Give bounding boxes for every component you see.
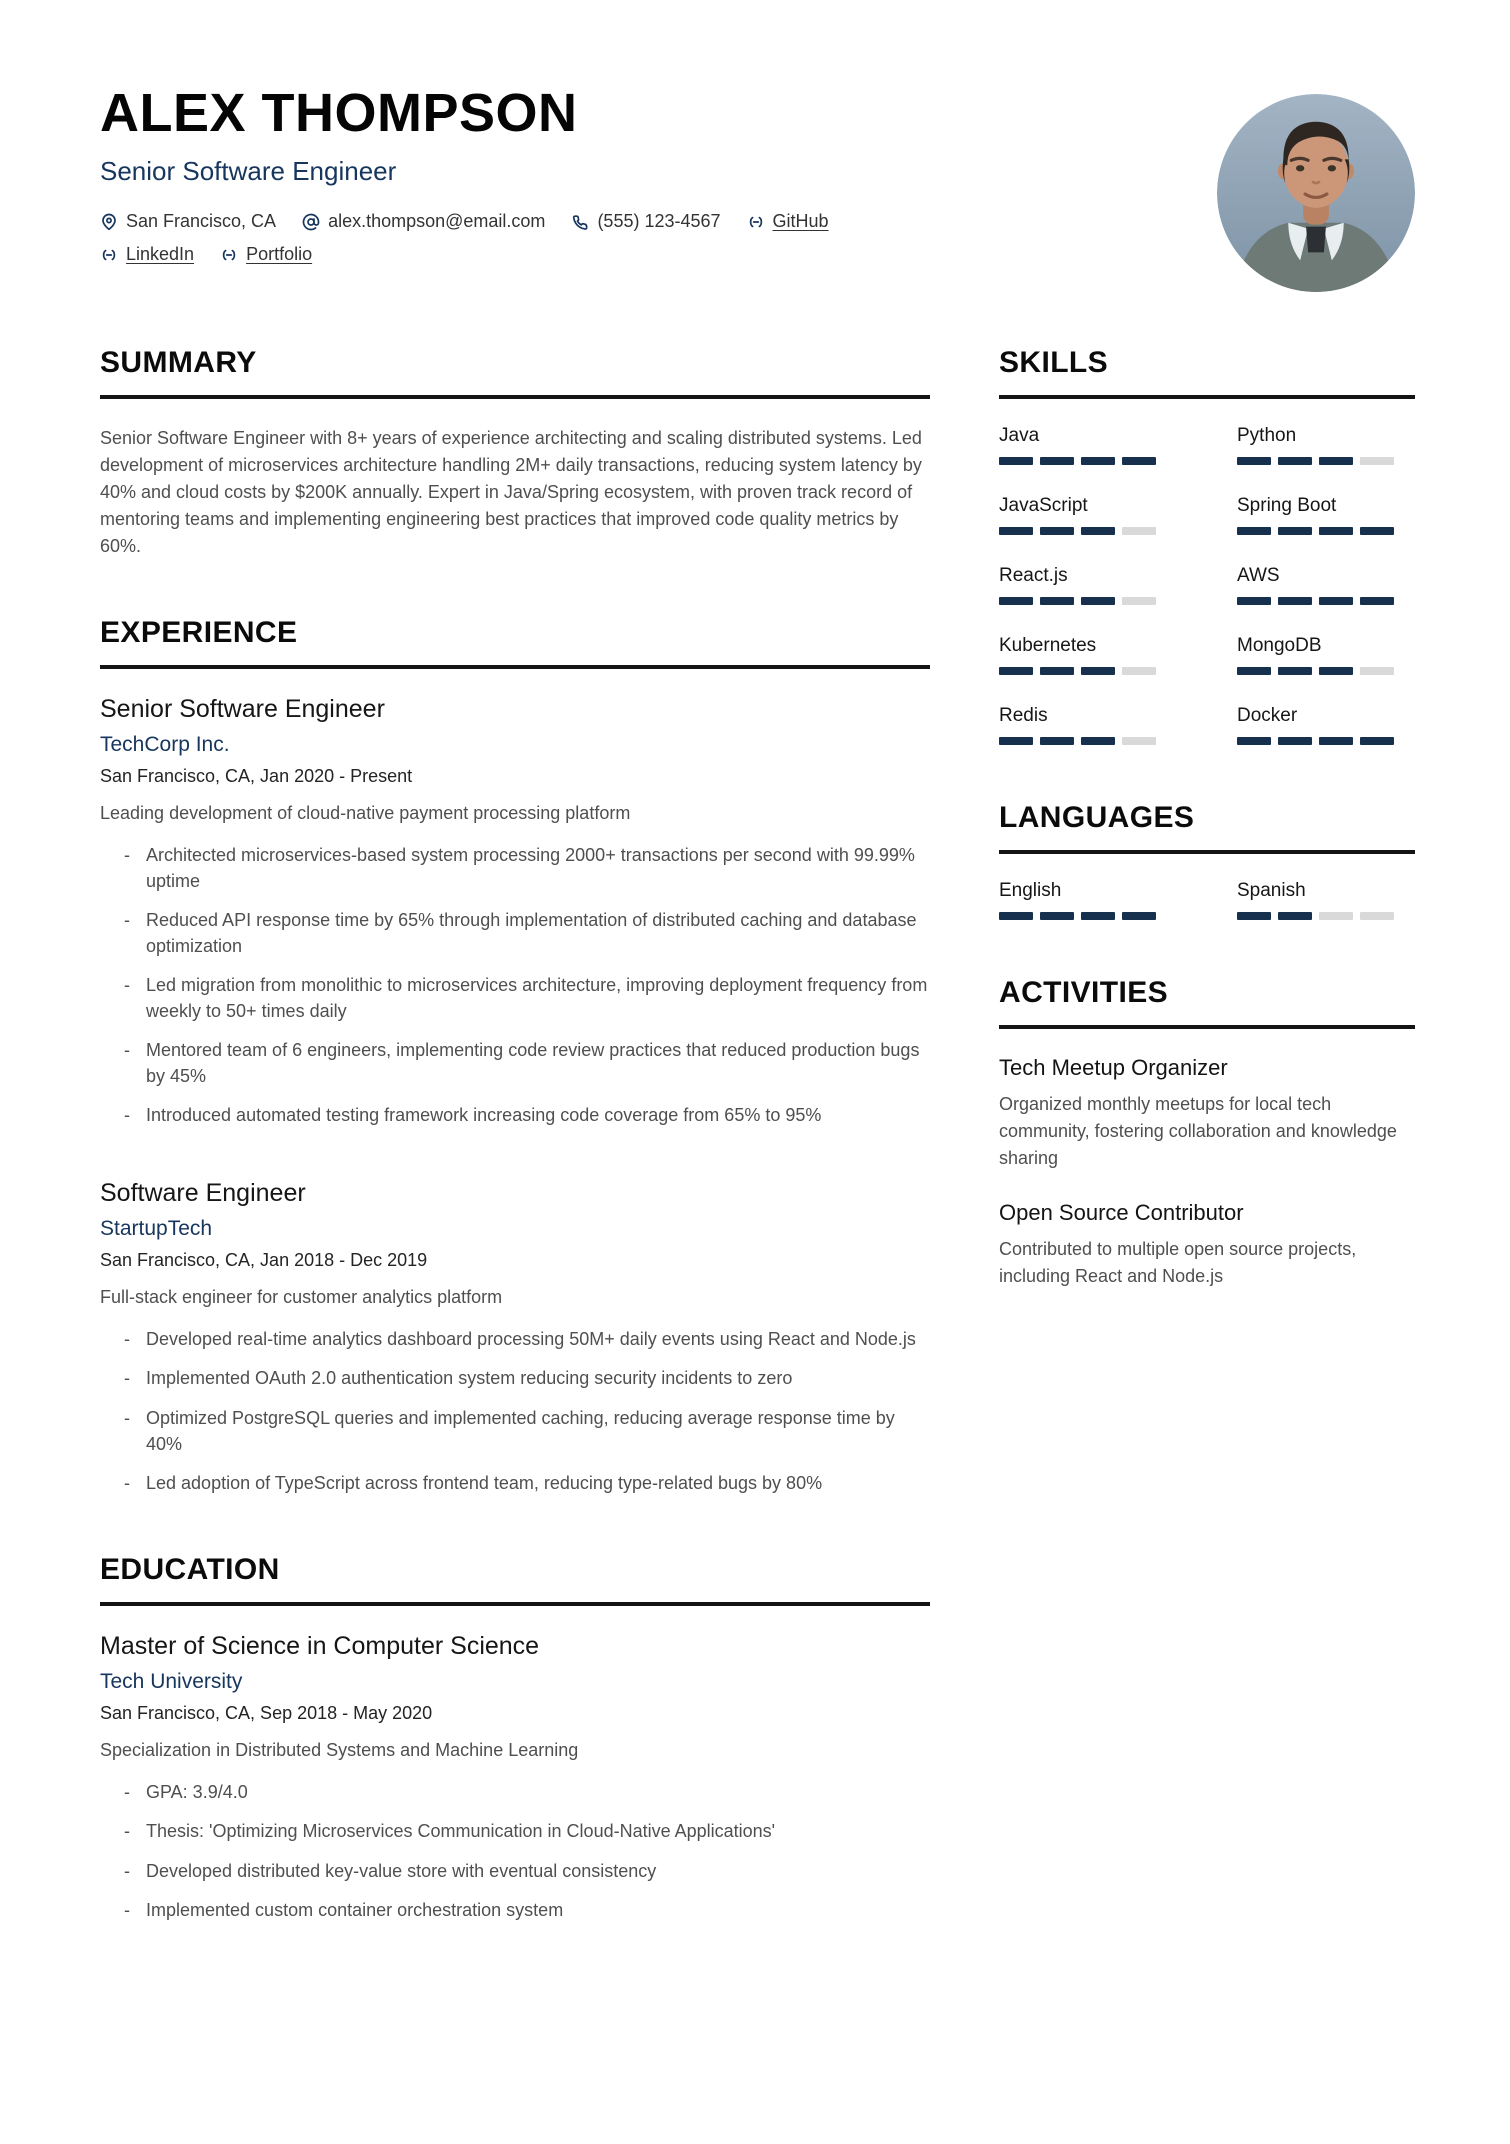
skill-item (999, 635, 1177, 675)
contact-row-2 (100, 244, 829, 265)
bullet-item: - Implemented OAuth 2.0 authentication system reducing security incidents to zero (146, 1366, 930, 1392)
job-title: Senior Software Engineer (100, 695, 385, 723)
bar-segment-filled (1081, 912, 1115, 920)
bullet-item: - Mentored team of 6 engineers, implementing code review practices that reduced production bugs by 45% (146, 1038, 930, 1089)
school-name: Tech University (100, 1669, 243, 1693)
activity-text: Contributed to multiple open source projects, including React and Node.js (999, 1239, 1357, 1286)
contact-row-1 (100, 211, 829, 232)
skills-grid (999, 425, 1415, 745)
skill-name: React.js (999, 565, 1068, 586)
skill-item (1237, 635, 1415, 675)
bar-segment-filled (1040, 912, 1074, 920)
summary-section (100, 346, 930, 560)
skill-item (999, 495, 1177, 535)
skill-name: Docker (1237, 705, 1298, 726)
bar-segment-filled (1319, 527, 1353, 535)
skill-bar (1237, 527, 1415, 535)
bar-segment-filled (999, 912, 1033, 920)
location-pin-icon (100, 213, 118, 231)
bar-segment-filled (1040, 527, 1074, 535)
education-section (100, 1553, 930, 1924)
skill-bar (999, 527, 1177, 535)
bar-segment-filled (1360, 597, 1394, 605)
link-icon (100, 246, 118, 264)
bar-segment-filled (1360, 527, 1394, 535)
bullet-item: - Introduced automated testing framework increasing code coverage from 65% to 95% (146, 1103, 930, 1129)
skill-bar (999, 667, 1177, 675)
bar-segment-filled (1237, 667, 1271, 675)
bullet-item: - Reduced API response time by 65% through implementation of distributed caching and database optimization (146, 908, 930, 959)
skill-item (999, 565, 1177, 605)
skill-name: MongoDB (1237, 635, 1322, 656)
bar-segment-filled (1278, 527, 1312, 535)
bar-segment-filled (1122, 912, 1156, 920)
contact-location-text: San Francisco, CA (126, 211, 277, 232)
activity-title: Open Source Contributor (999, 1200, 1244, 1225)
job-lead: Leading development of cloud-native payment processing platform (100, 803, 631, 823)
bullet-item: - Developed real-time analytics dashboard processing 50M+ daily events using React and Node.js (146, 1327, 930, 1353)
bar-segment-filled (1081, 667, 1115, 675)
education-bullets (100, 1780, 930, 1924)
experience-section (100, 616, 930, 1497)
bar-segment-filled (1278, 737, 1312, 745)
bar-segment-filled (1081, 597, 1115, 605)
bullet-item: - Thesis: 'Optimizing Microservices Communication in Cloud-Native Applications' (146, 1819, 930, 1845)
experience-heading: EXPERIENCE (100, 616, 930, 669)
bar-segment-empty (1360, 457, 1394, 465)
header-text-block (100, 84, 829, 265)
skill-item (1237, 495, 1415, 535)
bar-segment-filled (999, 457, 1033, 465)
bar-segment-filled (1278, 457, 1312, 465)
bar-segment-filled (1237, 912, 1271, 920)
language-name: Spanish (1237, 880, 1306, 901)
company-name: TechCorp Inc. (100, 733, 230, 756)
bar-segment-filled (1278, 667, 1312, 675)
bar-segment-filled (1040, 597, 1074, 605)
skill-bar (999, 597, 1177, 605)
github-link[interactable]: GitHub (772, 211, 829, 232)
bar-segment-filled (1319, 597, 1353, 605)
bar-segment-filled (1040, 457, 1074, 465)
bar-segment-empty (1122, 597, 1156, 605)
degree-title: Master of Science in Computer Science (100, 1631, 540, 1660)
bar-segment-filled (999, 667, 1033, 675)
skill-name: AWS (1237, 565, 1280, 586)
bullet-item: - Architected microservices-based system processing 2000+ transactions per second with 99.99% uptime (146, 843, 930, 894)
activities-heading: ACTIVITIES (999, 976, 1415, 1029)
contact-email (302, 211, 545, 232)
education-heading: EDUCATION (100, 1553, 930, 1606)
skill-bar (1237, 737, 1415, 745)
skill-bar (1237, 667, 1415, 675)
activity-item (999, 1055, 1415, 1172)
language-name: English (999, 880, 1062, 901)
bullet-item: - Developed distributed key-value store with eventual consistency (146, 1859, 930, 1885)
bar-segment-filled (1237, 527, 1271, 535)
linkedin-link[interactable]: LinkedIn (126, 244, 195, 265)
bar-segment-filled (1319, 737, 1353, 745)
right-column (999, 346, 1415, 1980)
bar-segment-filled (1081, 527, 1115, 535)
profile-photo-image (1217, 94, 1415, 292)
activity-item (999, 1200, 1415, 1290)
left-column (100, 346, 930, 1980)
job-entry-startuptech (100, 1179, 930, 1497)
bar-segment-filled (999, 737, 1033, 745)
skills-heading: SKILLS (999, 346, 1415, 399)
bullet-item: - Optimized PostgreSQL queries and implemented caching, reducing average response time by 40% (146, 1406, 930, 1457)
at-sign-icon (302, 213, 320, 231)
contact-location (100, 211, 276, 232)
link-icon (220, 246, 238, 264)
job-title: Software Engineer (100, 1178, 306, 1207)
bar-segment-filled (1278, 597, 1312, 605)
bar-segment-filled (1081, 737, 1115, 745)
contact-email-text: alex.thompson@email.com (328, 211, 546, 232)
phone-icon (571, 213, 589, 231)
skill-item (1237, 565, 1415, 605)
bullet-item: - Led migration from monolithic to microservices architecture, improving deployment frequency from weekly to 50+ times daily (146, 973, 930, 1024)
profile-photo (1217, 94, 1415, 292)
skill-item (1237, 425, 1415, 465)
job-meta: San Francisco, CA, Jan 2018 - Dec 2019 (100, 1249, 428, 1270)
education-lead: Specialization in Distributed Systems and Machine Learning (100, 1739, 579, 1760)
language-item (999, 880, 1177, 920)
skill-name: Spring Boot (1237, 495, 1337, 516)
languages-heading: LANGUAGES (999, 801, 1415, 854)
summary-text: Senior Software Engineer with 8+ years of experience architecting and scaling distributed systems. Led development of microservices architecture handling 2M+ daily transactions, reducing system latency by 40% and cloud costs by $200K annually. Expert in Java/Spring ecosystem, with proven track record of mentoring teams and implementing engineering best practices that improved code quality metrics by 60%. (100, 428, 922, 556)
contact-phone-text: (555) 123-4567 (597, 211, 721, 232)
skill-name: JavaScript (999, 495, 1088, 516)
job-bullets (100, 843, 930, 1129)
bar-segment-filled (1319, 457, 1353, 465)
skill-name: Redis (999, 705, 1048, 726)
language-bar (1237, 912, 1415, 920)
skill-bar (1237, 597, 1415, 605)
link-icon (747, 213, 765, 231)
contact-phone (571, 211, 720, 232)
languages-grid (999, 880, 1415, 920)
header-job-title: Senior Software Engineer (100, 156, 397, 187)
bar-segment-filled (1278, 912, 1312, 920)
activities-section (999, 976, 1415, 1290)
activity-text: Organized monthly meetups for local tech community, fostering collaboration and knowledge sharing (999, 1094, 1397, 1168)
skill-bar (999, 737, 1177, 745)
contact-github-link[interactable] (747, 211, 829, 232)
bar-segment-empty (1122, 737, 1156, 745)
language-bar (999, 912, 1177, 920)
bullet-item: - Implemented custom container orchestration system (146, 1898, 930, 1924)
skill-name: Kubernetes (999, 635, 1097, 656)
skill-bar (1237, 457, 1415, 465)
bar-segment-empty (1360, 912, 1394, 920)
bar-segment-filled (1122, 457, 1156, 465)
education-entry (100, 1632, 930, 1924)
header (100, 84, 1415, 292)
skill-item (999, 705, 1177, 745)
bar-segment-filled (1237, 597, 1271, 605)
company-name: StartupTech (100, 1216, 213, 1240)
bullet-item: - GPA: 3.9/4.0 (146, 1780, 930, 1806)
job-lead: Full-stack engineer for customer analytics platform (100, 1286, 503, 1307)
education-meta: San Francisco, CA, Sep 2018 - May 2020 (100, 1702, 433, 1723)
contact-info (100, 211, 829, 265)
bar-segment-empty (1360, 667, 1394, 675)
bar-segment-empty (1319, 912, 1353, 920)
bar-segment-filled (1237, 457, 1271, 465)
bar-segment-filled (1237, 737, 1271, 745)
skill-item (999, 425, 1177, 465)
activity-title: Tech Meetup Organizer (999, 1055, 1228, 1080)
language-item (1237, 880, 1415, 920)
contact-portfolio-link[interactable] (220, 244, 312, 265)
skill-name: Python (1237, 425, 1297, 446)
languages-section (999, 801, 1415, 920)
resume-body (100, 346, 1415, 1980)
name-heading: ALEX THOMPSON (100, 83, 578, 143)
bar-segment-empty (1122, 527, 1156, 535)
bar-segment-filled (999, 527, 1033, 535)
bar-segment-empty (1122, 667, 1156, 675)
skill-bar (999, 457, 1177, 465)
job-meta: San Francisco, CA, Jan 2020 - Present (100, 766, 413, 786)
job-bullets (100, 1327, 930, 1497)
skill-name: Java (999, 425, 1040, 446)
contact-linkedin-link[interactable] (100, 244, 194, 265)
bar-segment-filled (1040, 667, 1074, 675)
bullet-item: - Led adoption of TypeScript across frontend team, reducing type-related bugs by 80% (146, 1471, 930, 1497)
bar-segment-filled (1360, 737, 1394, 745)
bar-segment-filled (999, 597, 1033, 605)
skills-section (999, 346, 1415, 745)
summary-heading: SUMMARY (100, 346, 930, 399)
bar-segment-filled (1040, 737, 1074, 745)
skill-item (1237, 705, 1415, 745)
bar-segment-filled (1081, 457, 1115, 465)
portfolio-link[interactable]: Portfolio (246, 244, 313, 265)
bar-segment-filled (1319, 667, 1353, 675)
job-entry-techcorp (100, 695, 930, 1129)
